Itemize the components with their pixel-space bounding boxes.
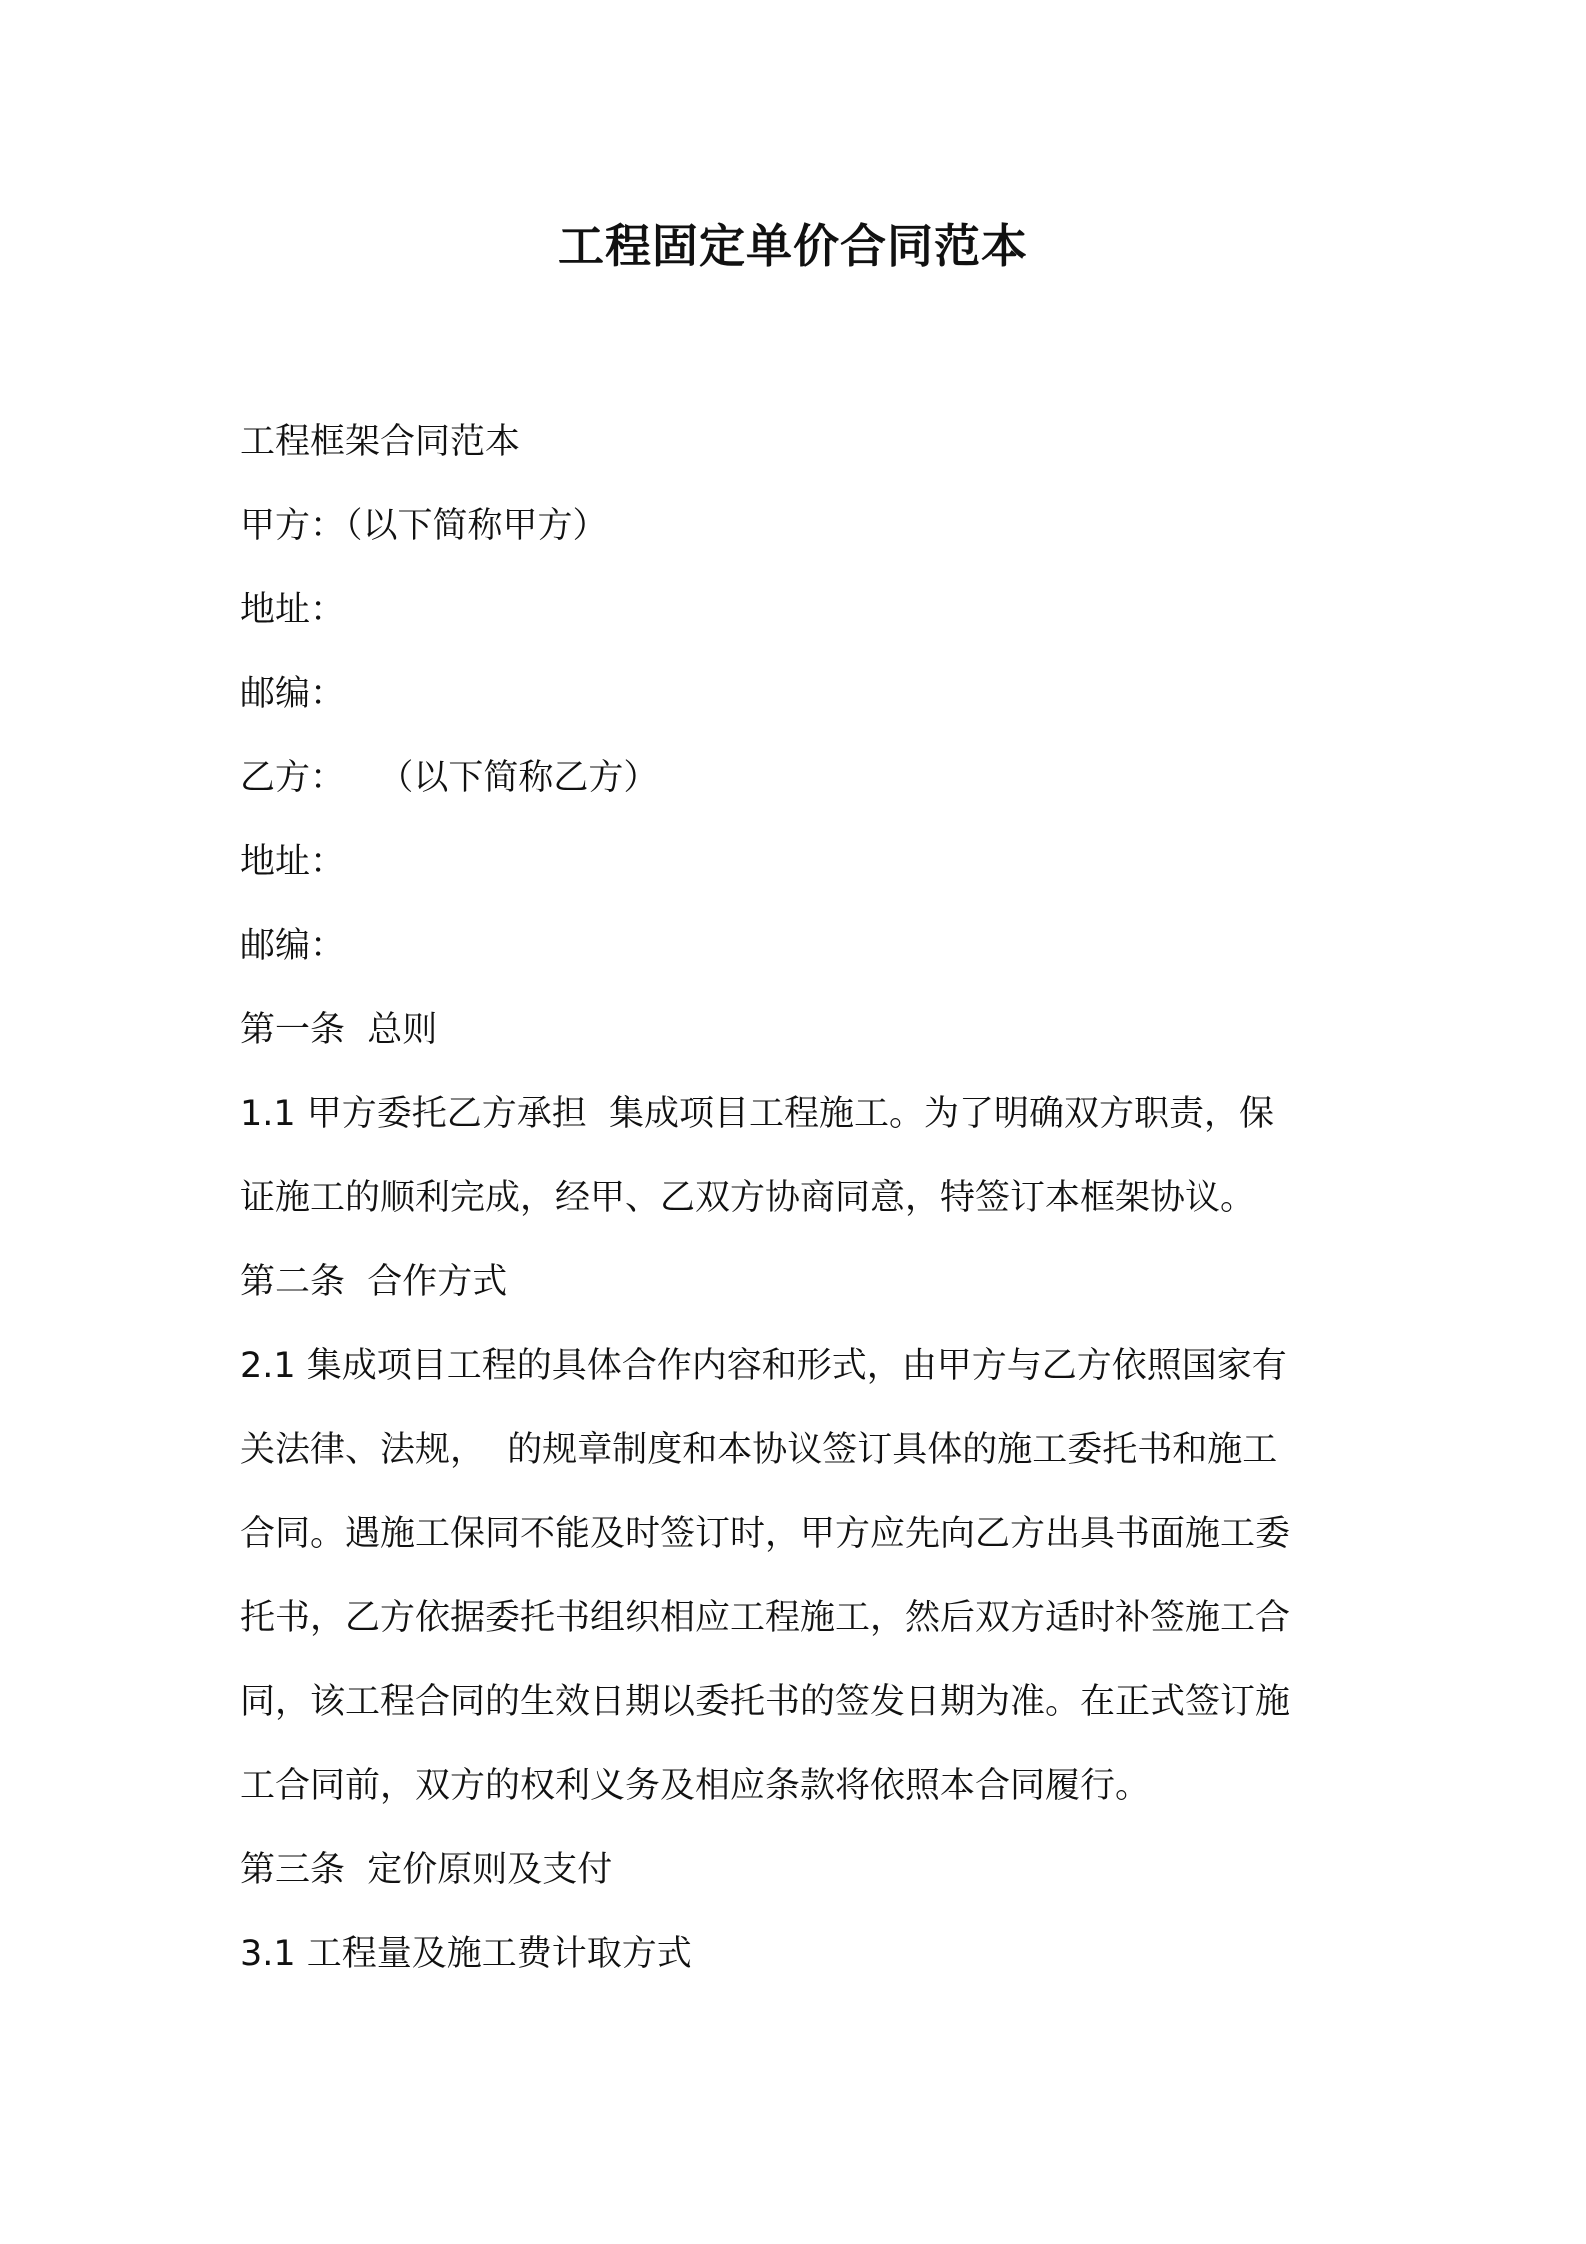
article-1-heading: 第一条 总则 — [240, 1010, 438, 1050]
clause-2-1-line-2: 关法律、法规， 的规章制度和本协议签订具体的施工委托书和施工 — [240, 1430, 1278, 1470]
clause-2-1-line-5: 同，该工程合同的生效日期以委托书的签发日期为准。在正式签订施 — [240, 1682, 1291, 1722]
party-a-line: 甲方：（以下简称甲方） — [240, 506, 608, 546]
clause-2-1-line-1: 2.1 集成项目工程的具体合作内容和形式，由甲方与乙方依照国家有 — [240, 1346, 1287, 1386]
article-2-heading: 第二条 合作方式 — [240, 1262, 508, 1302]
party-b-line: 乙方： （以下简称乙方） — [240, 758, 659, 798]
party-b-address-line: 地址： — [240, 842, 346, 882]
clause-2-1-line-6: 工合同前，双方的权利义务及相应条款将依照本合同履行。 — [240, 1766, 1151, 1806]
clause-2-1-line-4: 托书，乙方依据委托书组织相应工程施工，然后双方适时补签施工合 — [240, 1598, 1291, 1638]
article-3-heading: 第三条 定价原则及支付 — [240, 1850, 613, 1890]
clause-1-1-line-2: 证施工的顺利完成，经甲、乙双方协商同意，特签订本框架协议。 — [240, 1178, 1256, 1218]
document-title: 工程固定单价合同范本 — [558, 219, 1028, 273]
subtitle-line: 工程框架合同范本 — [240, 422, 521, 462]
clause-3-1-line: 3.1 工程量及施工费计取方式 — [240, 1934, 692, 1974]
clause-2-1-line-3: 合同。遇施工保同不能及时签订时，甲方应先向乙方出具书面施工委 — [240, 1514, 1291, 1554]
party-a-address-line: 地址： — [240, 590, 346, 630]
party-a-postcode-line: 邮编： — [240, 674, 346, 714]
party-b-postcode-line: 邮编： — [240, 926, 346, 966]
clause-1-1-line-1: 1.1 甲方委托乙方承担 集成项目工程施工。为了明确双方职责，保 — [240, 1094, 1275, 1134]
document-body — [240, 400, 1360, 1996]
